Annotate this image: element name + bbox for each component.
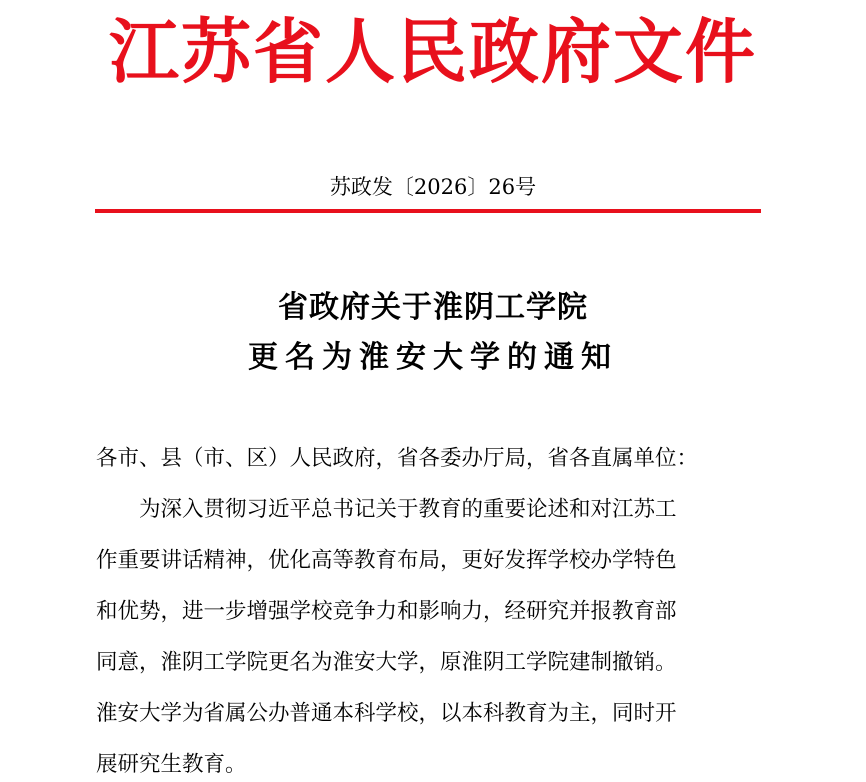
body-text-line: 和优势，进一步增强学校竞争力和影响力，经研究并报教育部 [96, 599, 677, 624]
body-text-line: 作重要讲话精神，优化高等教育布局，更好发挥学校办学特色 [96, 548, 677, 573]
addressee-line: 各市、县（市、区）人民政府，省各委办厅局，省各直属单位： [96, 446, 699, 471]
red-divider [95, 209, 761, 213]
body-text-line: 展研究生教育。 [96, 752, 247, 777]
notice-title-line-1: 省政府关于淮阴工学院 [278, 290, 588, 325]
body-text-line: 同意，淮阴工学院更名为淮安大学，原淮阴工学院建制撤销。 [96, 650, 677, 675]
body-text-line: 淮安大学为省属公办普通本科学校，以本科教育为主，同时开 [96, 701, 677, 726]
masthead-title: 江苏省人民政府文件 [109, 11, 757, 93]
notice-title-line-2: 更名为淮安大学的通知 [248, 340, 618, 375]
body-text-line: 为深入贯彻习近平总书记关于教育的重要论述和对江苏工 [96, 497, 677, 522]
document-number: 苏政发〔2026〕26号 [329, 175, 537, 199]
